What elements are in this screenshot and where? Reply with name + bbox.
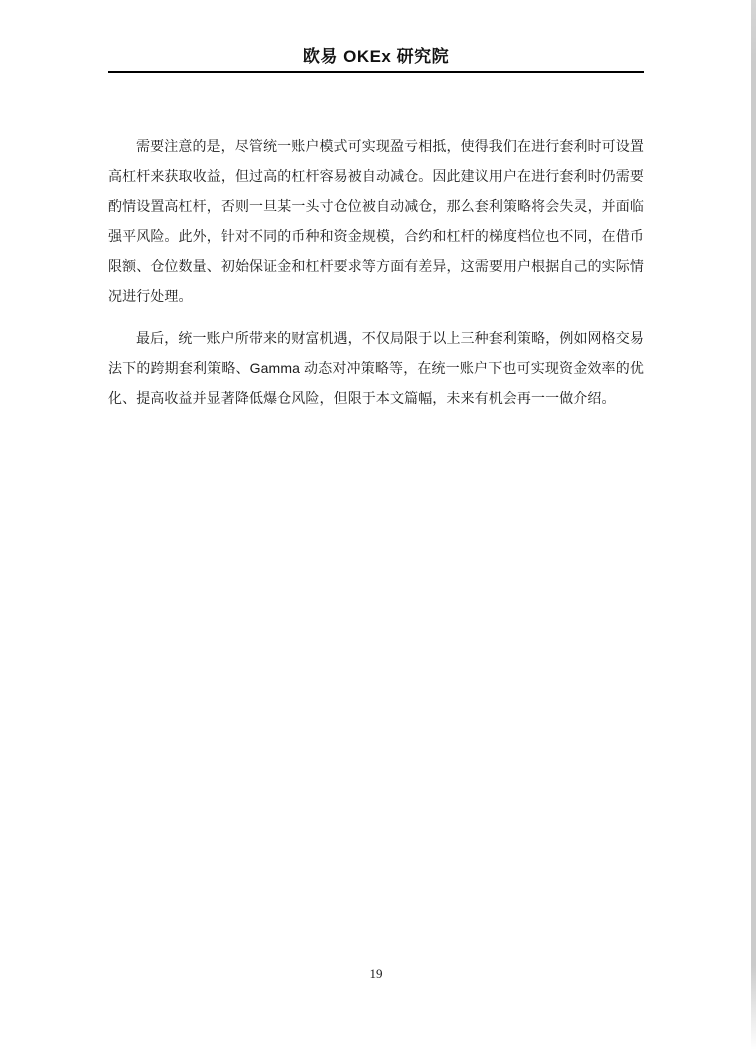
header-divider-line — [108, 71, 644, 73]
page-number: 19 — [369, 966, 383, 981]
document-body — [108, 131, 644, 425]
page-edge-shadow — [751, 0, 756, 1050]
body-paragraph: 需要注意的是，尽管统一账户模式可实现盈亏相抵，使得我们在进行套利时可设置高杠杆来获取收益，但过高的杠杆容易被自动减仓。因此建议用户在进行套利时仍需要酌情设置高杠杆，否则一旦某一头寸仓位被自动减仓，那么套利策略将会失灵，并面临强平风险。此外，针对不同的币种和资金规模，合约和杠杆的梯度档位也不同，在借币限额、仓位数量、初始保证金和杠杆要求等方面有差异，这需要用户根据自己的实际情况进行处理。 — [108, 138, 644, 304]
body-paragraph: 最后，统一账户所带来的财富机遇，不仅局限于以上三种套利策略，例如网格交易法下的跨期套利策略、Gamma 动态对冲策略等，在统一账户下也可实现资金效率的优化、提高收益并显著降低爆仓风险，但限于本文篇幅，未来有机会再一一做介绍。 — [108, 330, 644, 406]
page-header-title: 欧易 OKEx 研究院 — [302, 47, 450, 66]
